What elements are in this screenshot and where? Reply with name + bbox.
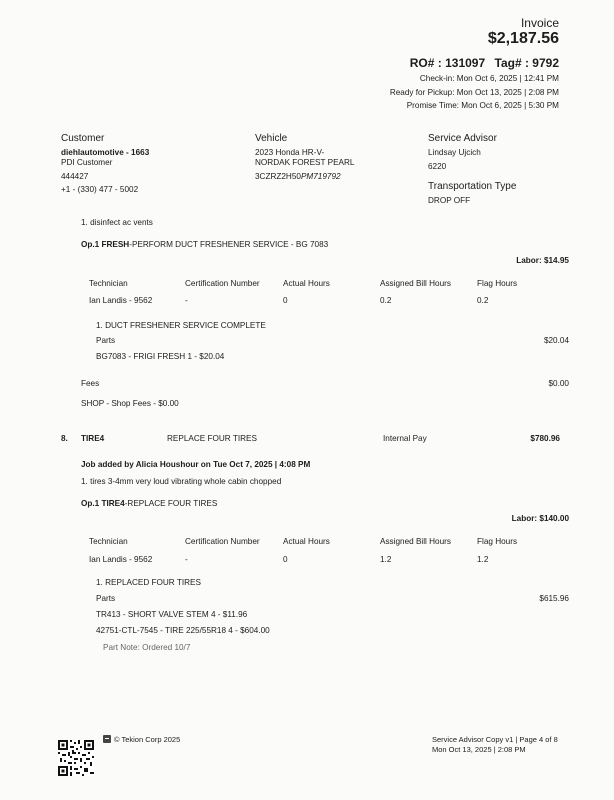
job8-parts-label: Parts [96,594,116,603]
job8-operation [81,499,217,508]
job8-part-1: TR413 - SHORT VALVE STEM 4 - $11.96 [96,610,248,619]
advisor-number: 6220 [428,162,447,171]
job8-part-2: 42751-CTL-7545 - TIRE 225/55R18 4 - $604.00 [96,626,270,635]
promise-time: Promise Time: Mon Oct 6, 2025 | 5:30 PM [406,101,559,110]
job7-parts-total: $20.04 [543,336,569,345]
tekion-logo-icon [103,735,111,743]
footer-copyright [103,735,180,744]
job8-number: 8. [61,434,68,443]
vehicle-color: NORDAK FOREST PEARL [255,158,355,167]
job7-col-cert: Certification Number [185,279,260,288]
job8-op-code: Op.1 TIRE4 [81,499,125,508]
ro-number: 131097 [445,56,486,70]
job8-added-by: Job added by Alicia Houshour on Tue Oct 7, 2025 | 4:08 PM [81,460,311,469]
vehicle-model: 2023 Honda HR-V- [255,148,325,157]
document-title: Invoice [520,16,559,30]
qr-code [58,740,94,776]
job8-col-flag: Flag Hours [477,537,518,546]
job8-parts-total: $615.96 [539,594,569,603]
customer-type: PDI Customer [61,158,113,167]
job7-col-actual: Actual Hours [283,279,330,288]
ready-for-pickup-time: Ready for Pickup: Mon Oct 13, 2025 | 2:08 PM [389,88,559,97]
job7-col-technician: Technician [89,279,128,288]
customer-id: 444427 [61,172,89,181]
job8-op-desc: -REPLACE FOUR TIRES [124,499,218,508]
invoice-total: $2,187.56 [487,30,559,47]
job8-col-actual: Actual Hours [283,537,330,546]
job7-part-1: BG7083 - FRIGI FRESH 1 - $20.04 [96,352,225,361]
job8-flag: 1.2 [477,555,489,564]
job8-title: REPLACE FOUR TIRES [167,434,257,443]
job7-col-flag: Flag Hours [477,279,518,288]
job8-actual: 0 [283,555,288,564]
copyright-text: © Tekion Corp 2025 [114,735,181,744]
job8-tech: Ian Landis - 9562 [89,555,153,564]
transport-heading: Transportation Type [428,181,517,192]
job7-fees-label: Fees [81,379,100,388]
ro-tag-line [410,56,559,70]
customer-name: diehlautomotive - 1663 [61,148,150,157]
tag-label: Tag# : [494,56,529,70]
job8-story: 1. REPLACED FOUR TIRES [96,578,201,587]
vin-prefix: 3CZRZ2H50 [255,172,301,181]
check-in-time: Check-in: Mon Oct 6, 2025 | 12:41 PM [419,74,559,83]
job8-amount: $780.96 [530,434,560,443]
job7-op-desc: -PERFORM DUCT FRESHENER SERVICE - BG 7083 [129,240,329,249]
job8-assigned: 1.2 [380,555,392,564]
job7-actual: 0 [283,296,288,305]
job7-tech: Ian Landis - 9562 [89,296,153,305]
job8-col-cert: Certification Number [185,537,260,546]
qr-code-graphic [58,740,94,776]
job7-assigned: 0.2 [380,296,392,305]
vin-suffix: PM719792 [300,172,341,181]
job7-labor: Labor: $14.95 [516,256,569,265]
customer-phone: +1 - (330) 477 - 5002 [61,185,139,194]
footer-printed-date: Mon Oct 13, 2025 | 2:08 PM [432,745,526,754]
job7-fee-1: SHOP - Shop Fees - $0.00 [81,399,179,408]
advisor-heading: Service Advisor [428,133,497,144]
job7-concern: 1. disinfect ac vents [81,218,153,227]
vehicle-vin [255,172,341,181]
job8-labor: Labor: $140.00 [511,514,569,523]
advisor-name: Lindsay Ujcich [428,148,481,157]
job8-concern: 1. tires 3-4mm very loud vibrating whole cabin chopped [81,477,282,486]
job7-op-code: Op.1 FRESH [81,240,130,249]
job7-col-assigned: Assigned Bill Hours [380,279,451,288]
job7-parts-label: Parts [96,336,116,345]
job8-code: TIRE4 [81,434,105,443]
transport-value: DROP OFF [428,196,471,205]
job7-fees-total: $0.00 [548,379,569,388]
job7-cert: - [185,296,188,305]
tag-number: 9792 [532,56,559,70]
job8-part-note: Part Note: Ordered 10/7 [103,643,191,652]
footer-copy-info: Service Advisor Copy v1 | Page 4 of 8 [432,735,558,744]
customer-heading: Customer [61,133,105,144]
job7-story: 1. DUCT FRESHENER SERVICE COMPLETE [96,321,266,330]
job7-flag: 0.2 [477,296,489,305]
job8-cert: - [185,555,188,564]
vehicle-heading: Vehicle [255,133,288,144]
job8-col-technician: Technician [89,537,128,546]
ro-label: RO# : [409,56,442,70]
job8-pay-type: Internal Pay [383,434,427,443]
job8-col-assigned: Assigned Bill Hours [380,537,451,546]
job7-operation [81,240,328,249]
